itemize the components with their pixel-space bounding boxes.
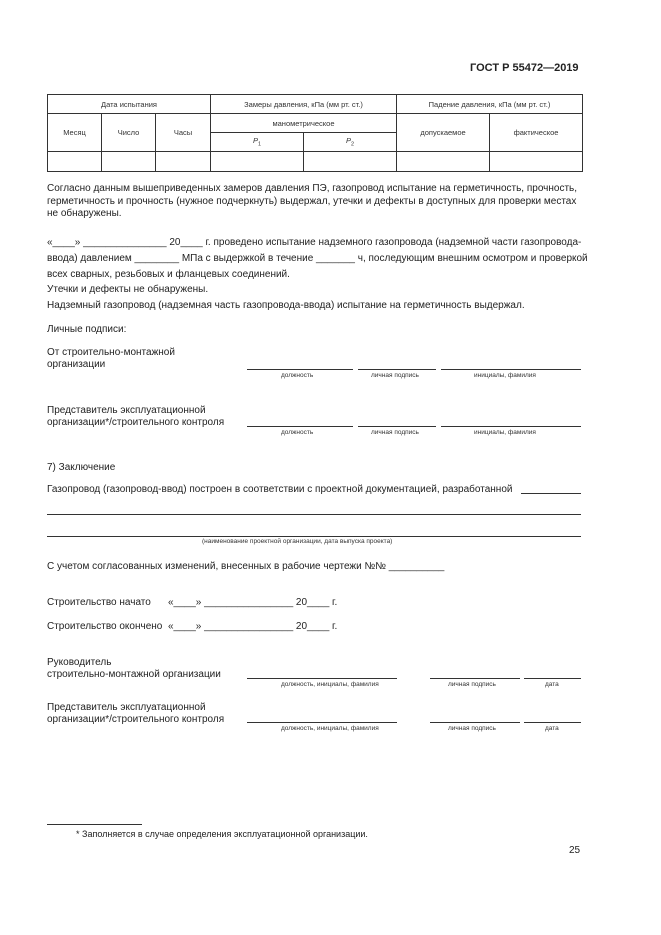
org1-label-line2: организации bbox=[47, 359, 106, 370]
rep-position-name-line[interactable] bbox=[247, 722, 397, 723]
org1-position-line[interactable] bbox=[247, 369, 353, 370]
para1-line2: герметичность и прочность (нужное подчеркнуть) выдержал, утечки и дефекты в доступных для проверки местах bbox=[47, 196, 577, 207]
construction-started-label: Строительство начато bbox=[47, 597, 151, 608]
org1-label-line1: От строительно-монтажной bbox=[47, 347, 175, 358]
para1-line1: Согласно данным вышеприведенных замеров давления ПЭ, газопровод испытание на герметичность, прочность, bbox=[47, 183, 578, 194]
header-month: Месяц bbox=[48, 114, 102, 152]
org2-caption-position: должность bbox=[281, 429, 314, 436]
rep-caption-date: дата bbox=[545, 725, 559, 732]
cell-p1[interactable] bbox=[211, 152, 304, 172]
head-date-line[interactable] bbox=[524, 678, 581, 679]
header-day: Число bbox=[102, 114, 156, 152]
head-caption-position-name: должность, инициалы, фамилия bbox=[281, 681, 379, 688]
org2-signature-line[interactable] bbox=[358, 426, 436, 427]
changes-text: С учетом согласованных изменений, внесенных в рабочие чертежи №№ __________ bbox=[47, 561, 445, 572]
rep-label-line2: организации*/строительного контроля bbox=[47, 714, 225, 725]
design-org-line-2[interactable] bbox=[47, 514, 581, 515]
construction-finished-date[interactable]: «____» ________________ 20____ г. bbox=[168, 621, 338, 632]
header-hours: Часы bbox=[156, 114, 211, 152]
rep-caption-position-name: должность, инициалы, фамилия bbox=[281, 725, 379, 732]
cell-allowed[interactable] bbox=[397, 152, 490, 172]
head-caption-signature: личная подпись bbox=[448, 681, 496, 688]
para2-line1: «____» _______________ 20____ г. проведено испытание надземного газопровода (надземной части газопровода- bbox=[47, 237, 582, 248]
org1-caption-position: должность bbox=[281, 372, 314, 379]
document-code: ГОСТ Р 55472—2019 bbox=[470, 62, 579, 74]
cell-actual[interactable] bbox=[490, 152, 583, 172]
signatures-title: Личные подписи: bbox=[47, 324, 127, 335]
header-test-date: Дата испытания bbox=[48, 95, 211, 114]
head-label-line2: строительно-монтажной организации bbox=[47, 669, 221, 680]
org2-label-line1: Представитель эксплуатационной bbox=[47, 405, 206, 416]
page-number: 25 bbox=[569, 845, 581, 856]
head-position-name-line[interactable] bbox=[247, 678, 397, 679]
para1-line3: не обнаружены. bbox=[47, 208, 122, 219]
header-pressure-drop: Падение давления, кПа (мм рт. ст.) bbox=[397, 95, 583, 114]
construction-finished-label: Строительство окончено bbox=[47, 621, 163, 632]
cell-day[interactable] bbox=[102, 152, 156, 172]
org1-caption-signature: личная подпись bbox=[371, 372, 419, 379]
design-org-line-3[interactable] bbox=[47, 536, 581, 537]
cell-month[interactable] bbox=[48, 152, 102, 172]
org2-caption-signature: личная подпись bbox=[371, 429, 419, 436]
para2-line3: всех сварных, резьбовых и фланцевых соединений. bbox=[47, 269, 290, 280]
header-actual: фактическое bbox=[490, 114, 583, 152]
head-label-line1: Руководитель bbox=[47, 657, 112, 668]
header-allowed: допускаемое bbox=[397, 114, 490, 152]
rep-signature-line[interactable] bbox=[430, 722, 520, 723]
design-org-caption: (наименование проектной организации, дата выпуска проекта) bbox=[202, 538, 393, 545]
conclusion-text: Газопровод (газопровод-ввод) построен в соответствии с проектной документацией, разработанной bbox=[47, 484, 513, 495]
design-org-line-1[interactable] bbox=[521, 493, 581, 494]
org2-caption-name: инициалы, фамилия bbox=[474, 429, 536, 436]
header-p2: $P_2$ bbox=[304, 133, 397, 152]
footnote-separator bbox=[47, 824, 142, 825]
footnote-text: * Заполняется в случае определения эксплуатационной организации. bbox=[76, 829, 368, 839]
rep-caption-signature: личная подпись bbox=[448, 725, 496, 732]
para2-line4: Утечки и дефекты не обнаружены. bbox=[47, 284, 209, 295]
head-caption-date: дата bbox=[545, 681, 559, 688]
header-manometric: манометрическое bbox=[211, 114, 397, 133]
cell-hours[interactable] bbox=[156, 152, 211, 172]
header-pressure-measurements: Замеры давления, кПа (мм рт. ст.) bbox=[211, 95, 397, 114]
para2-line5: Надземный газопровод (надземная часть газопровода-ввода) испытание на герметичность выдержал. bbox=[47, 300, 525, 311]
org1-name-line[interactable] bbox=[441, 369, 581, 370]
header-p1: $P_1$ bbox=[211, 133, 304, 152]
org1-signature-line[interactable] bbox=[358, 369, 436, 370]
org2-name-line[interactable] bbox=[441, 426, 581, 427]
conclusion-title: 7) Заключение bbox=[47, 462, 116, 473]
org2-position-line[interactable] bbox=[247, 426, 353, 427]
construction-started-date[interactable]: «____» ________________ 20____ г. bbox=[168, 597, 338, 608]
org1-caption-name: инициалы, фамилия bbox=[474, 372, 536, 379]
pressure-table bbox=[47, 94, 583, 172]
cell-p2[interactable] bbox=[304, 152, 397, 172]
org2-label-line2: организации*/строительного контроля bbox=[47, 417, 225, 428]
para2-line2: ввода) давлением ________ МПа с выдержкой в течение _______ ч, последующим внешним осмотром и проверкой bbox=[47, 253, 588, 264]
rep-date-line[interactable] bbox=[524, 722, 581, 723]
head-signature-line[interactable] bbox=[430, 678, 520, 679]
rep-label-line1: Представитель эксплуатационной bbox=[47, 702, 206, 713]
